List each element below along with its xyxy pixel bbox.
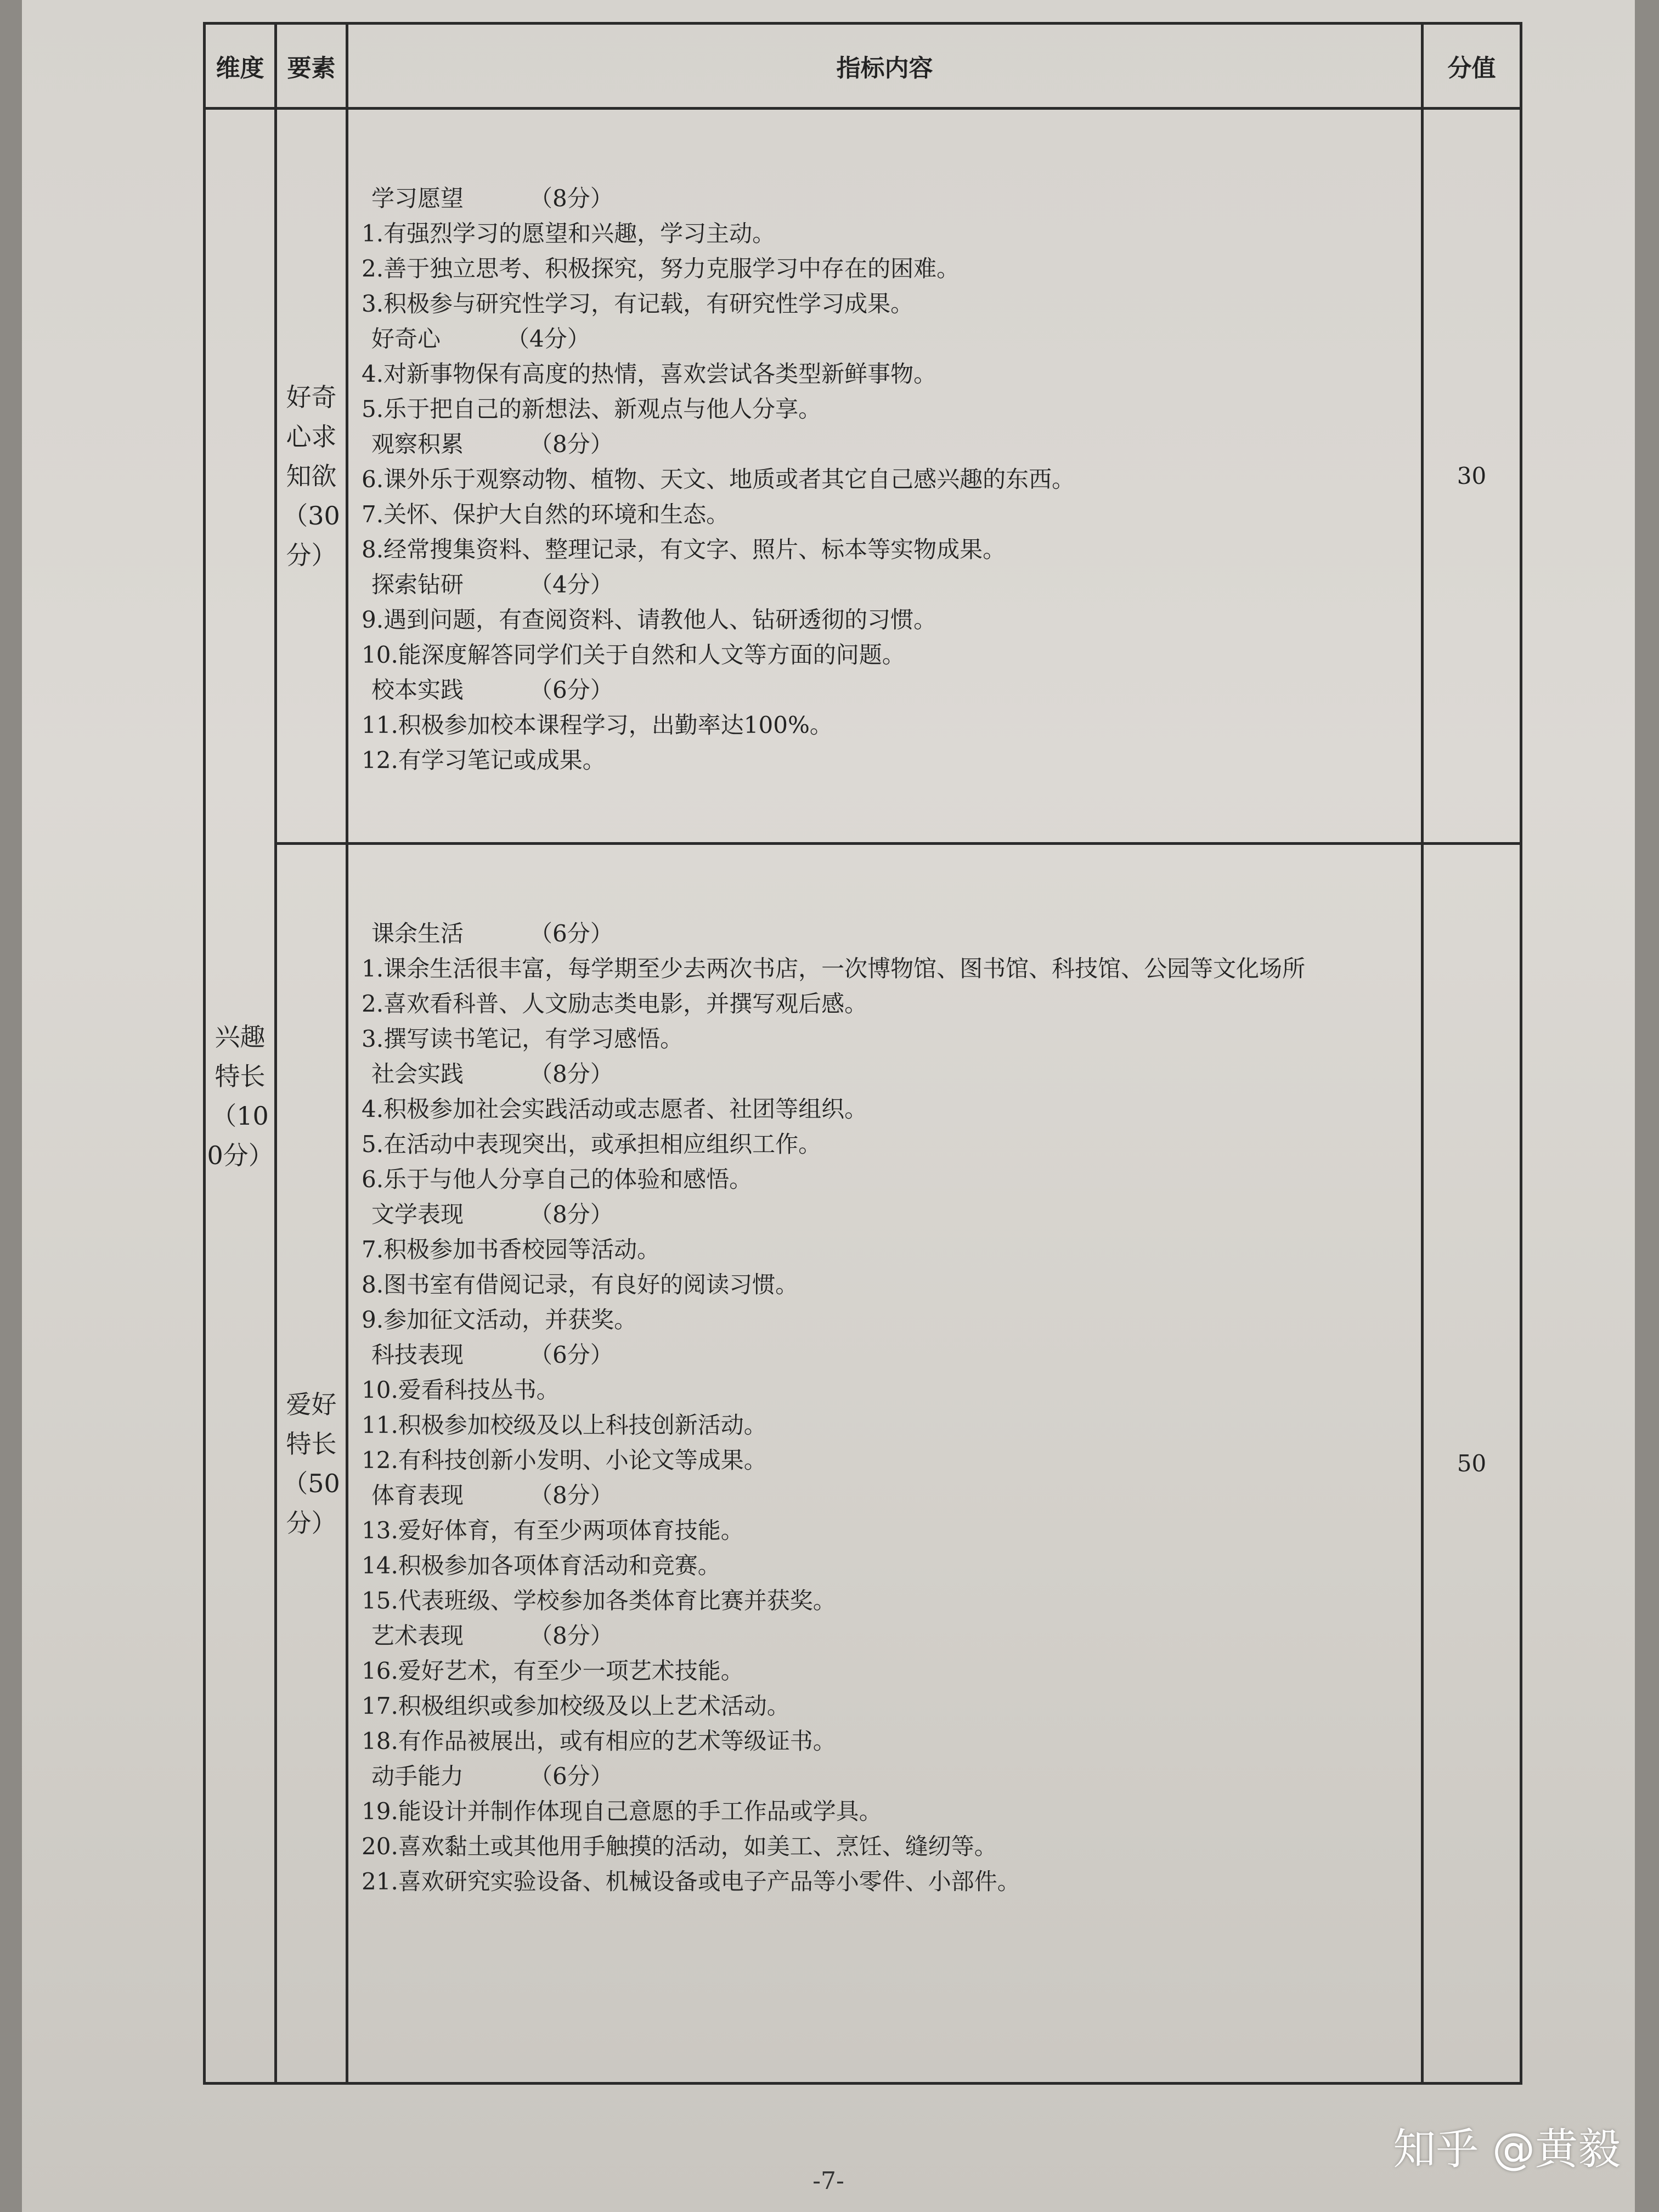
table-header-row [205, 24, 1521, 109]
list-item: 6.课外乐于观察动物、植物、天文、地质或者其它自己感兴趣的东西。 [362, 466, 1075, 493]
list-item: 20.喜欢黏土或其他用手触摸的活动，如美工、烹饪、缝纫等。 [362, 1833, 997, 1860]
list-item: 6.乐于与他人分享自己的体验和感悟。 [362, 1166, 753, 1193]
list-item: 18.有作品被展出，或有相应的艺术等级证书。 [362, 1728, 836, 1754]
list-item: 12.有学习笔记或成果。 [362, 747, 606, 774]
score-cell: 50 [1423, 844, 1521, 2084]
watermark: 知乎 @黄毅 [1393, 2125, 1621, 2174]
document-page [22, 0, 1635, 2212]
category-heading [362, 181, 1408, 216]
category-heading [362, 1618, 1408, 1654]
element-label: 爱好特长（50分） [283, 1389, 340, 1538]
category-points: （8分） [529, 1060, 613, 1087]
list-item: 9.遇到问题，有查阅资料、请教他人、钻研透彻的习惯。 [362, 606, 937, 633]
list-item: 13.爱好体育，有至少两项体育技能。 [362, 1517, 744, 1544]
list-item: 3.积极参与研究性学习，有记载，有研究性学习成果。 [362, 290, 914, 317]
score-cell: 30 [1423, 109, 1521, 844]
list-item: 8.经常搜集资料、整理记录，有文字、照片、标本等实物成果。 [362, 536, 1006, 563]
category-heading [362, 916, 1408, 951]
header-content: 指标内容 [347, 24, 1423, 109]
list-item: 4.对新事物保有高度的热情，喜欢尝试各类型新鲜事物。 [362, 360, 937, 387]
list-item: 1.课余生活很丰富，每学期至少去两次书店，一次博物馆、图书馆、科技馆、公园等文化场所 [362, 955, 1306, 982]
category-heading [362, 673, 1408, 708]
list-item: 16.爱好艺术，有至少一项艺术技能。 [362, 1657, 744, 1684]
category-name: 探索钻研 [371, 571, 464, 598]
list-item: 15.代表班级、学校参加各类体育比赛并获奖。 [362, 1587, 836, 1614]
list-item: 10.爱看科技丛书。 [362, 1376, 560, 1403]
category-heading [362, 1478, 1408, 1513]
category-name: 社会实践 [371, 1060, 464, 1087]
element-label: 好奇心求知欲（30分） [283, 382, 340, 570]
category-heading [362, 1057, 1408, 1092]
category-heading [362, 1338, 1408, 1373]
list-item: 4.积极参加社会实践活动或志愿者、社团等组织。 [362, 1096, 868, 1122]
page-number: -7- [812, 2167, 844, 2195]
category-heading [362, 1197, 1408, 1232]
list-item: 14.积极参加各项体育活动和竞赛。 [362, 1552, 721, 1579]
category-points: （8分） [529, 185, 613, 212]
list-item: 21.喜欢研究实验设备、机械设备或电子产品等小零件、小部件。 [362, 1868, 1020, 1895]
category-heading [362, 321, 1408, 357]
category-points: （6分） [529, 1341, 613, 1368]
list-item: 7.积极参加书香校园等活动。 [362, 1236, 661, 1263]
category-name: 好奇心 [371, 325, 441, 352]
dimension-label: 兴趣特长（100分） [207, 1022, 274, 1170]
category-points: （8分） [529, 431, 613, 458]
list-item: 1.有强烈学习的愿望和兴趣，学习主动。 [362, 220, 776, 247]
category-points: （8分） [529, 1201, 613, 1228]
list-item: 11.积极参加校级及以上科技创新活动。 [362, 1412, 767, 1438]
category-name: 艺术表现 [371, 1622, 464, 1649]
element-cell [276, 109, 347, 844]
list-item: 5.在活动中表现突出，或承担相应组织工作。 [362, 1131, 822, 1158]
list-item: 17.积极组织或参加校级及以上艺术活动。 [362, 1692, 790, 1719]
list-item: 2.善于独立思考、积极探究，努力克服学习中存在的困难。 [362, 255, 960, 282]
category-name: 体育表现 [371, 1482, 464, 1509]
category-points: （6分） [529, 676, 613, 703]
header-element: 要素 [276, 24, 347, 109]
list-item: 2.喜欢看科普、人文励志类电影，并撰写观后感。 [362, 990, 868, 1017]
list-item: 10.能深度解答同学们关于自然和人文等方面的问题。 [362, 641, 905, 668]
list-item: 7.关怀、保护大自然的环境和生态。 [362, 501, 730, 528]
category-name: 科技表现 [371, 1341, 464, 1368]
category-name: 校本实践 [371, 676, 464, 703]
header-score: 分值 [1423, 24, 1521, 109]
dimension-cell [205, 109, 276, 2084]
category-heading [362, 567, 1408, 602]
list-item: 3.撰写读书笔记，有学习感悟。 [362, 1025, 684, 1052]
category-name: 文学表现 [371, 1201, 464, 1228]
category-points: （8分） [529, 1482, 613, 1509]
category-name: 课余生活 [371, 920, 464, 947]
list-item: 12.有科技创新小发明、小论文等成果。 [362, 1447, 767, 1474]
evaluation-table [203, 22, 1522, 2085]
list-item: 5.乐于把自己的新想法、新观点与他人分享。 [362, 396, 822, 422]
category-points: （6分） [529, 1763, 613, 1790]
element-cell [276, 844, 347, 2084]
list-item: 8.图书室有借阅记录，有良好的阅读习惯。 [362, 1271, 799, 1298]
header-dimension: 维度 [205, 24, 276, 109]
content-cell [347, 109, 1423, 844]
content-cell [347, 844, 1423, 2084]
category-points: （8分） [529, 1622, 613, 1649]
category-heading [362, 1759, 1408, 1794]
list-item: 11.积极参加校本课程学习，出勤率达100%。 [362, 712, 833, 738]
category-heading [362, 427, 1408, 462]
category-points: （6分） [529, 920, 613, 947]
category-points: （4分） [529, 571, 613, 598]
category-points: （4分） [506, 325, 590, 352]
category-name: 动手能力 [371, 1763, 464, 1790]
table-row [205, 844, 1521, 2084]
category-name: 学习愿望 [371, 185, 464, 212]
list-item: 9.参加征文活动，并获奖。 [362, 1306, 637, 1333]
list-item: 19.能设计并制作体现自己意愿的手工作品或学具。 [362, 1798, 882, 1825]
table-row [205, 109, 1521, 844]
category-name: 观察积累 [371, 431, 464, 458]
